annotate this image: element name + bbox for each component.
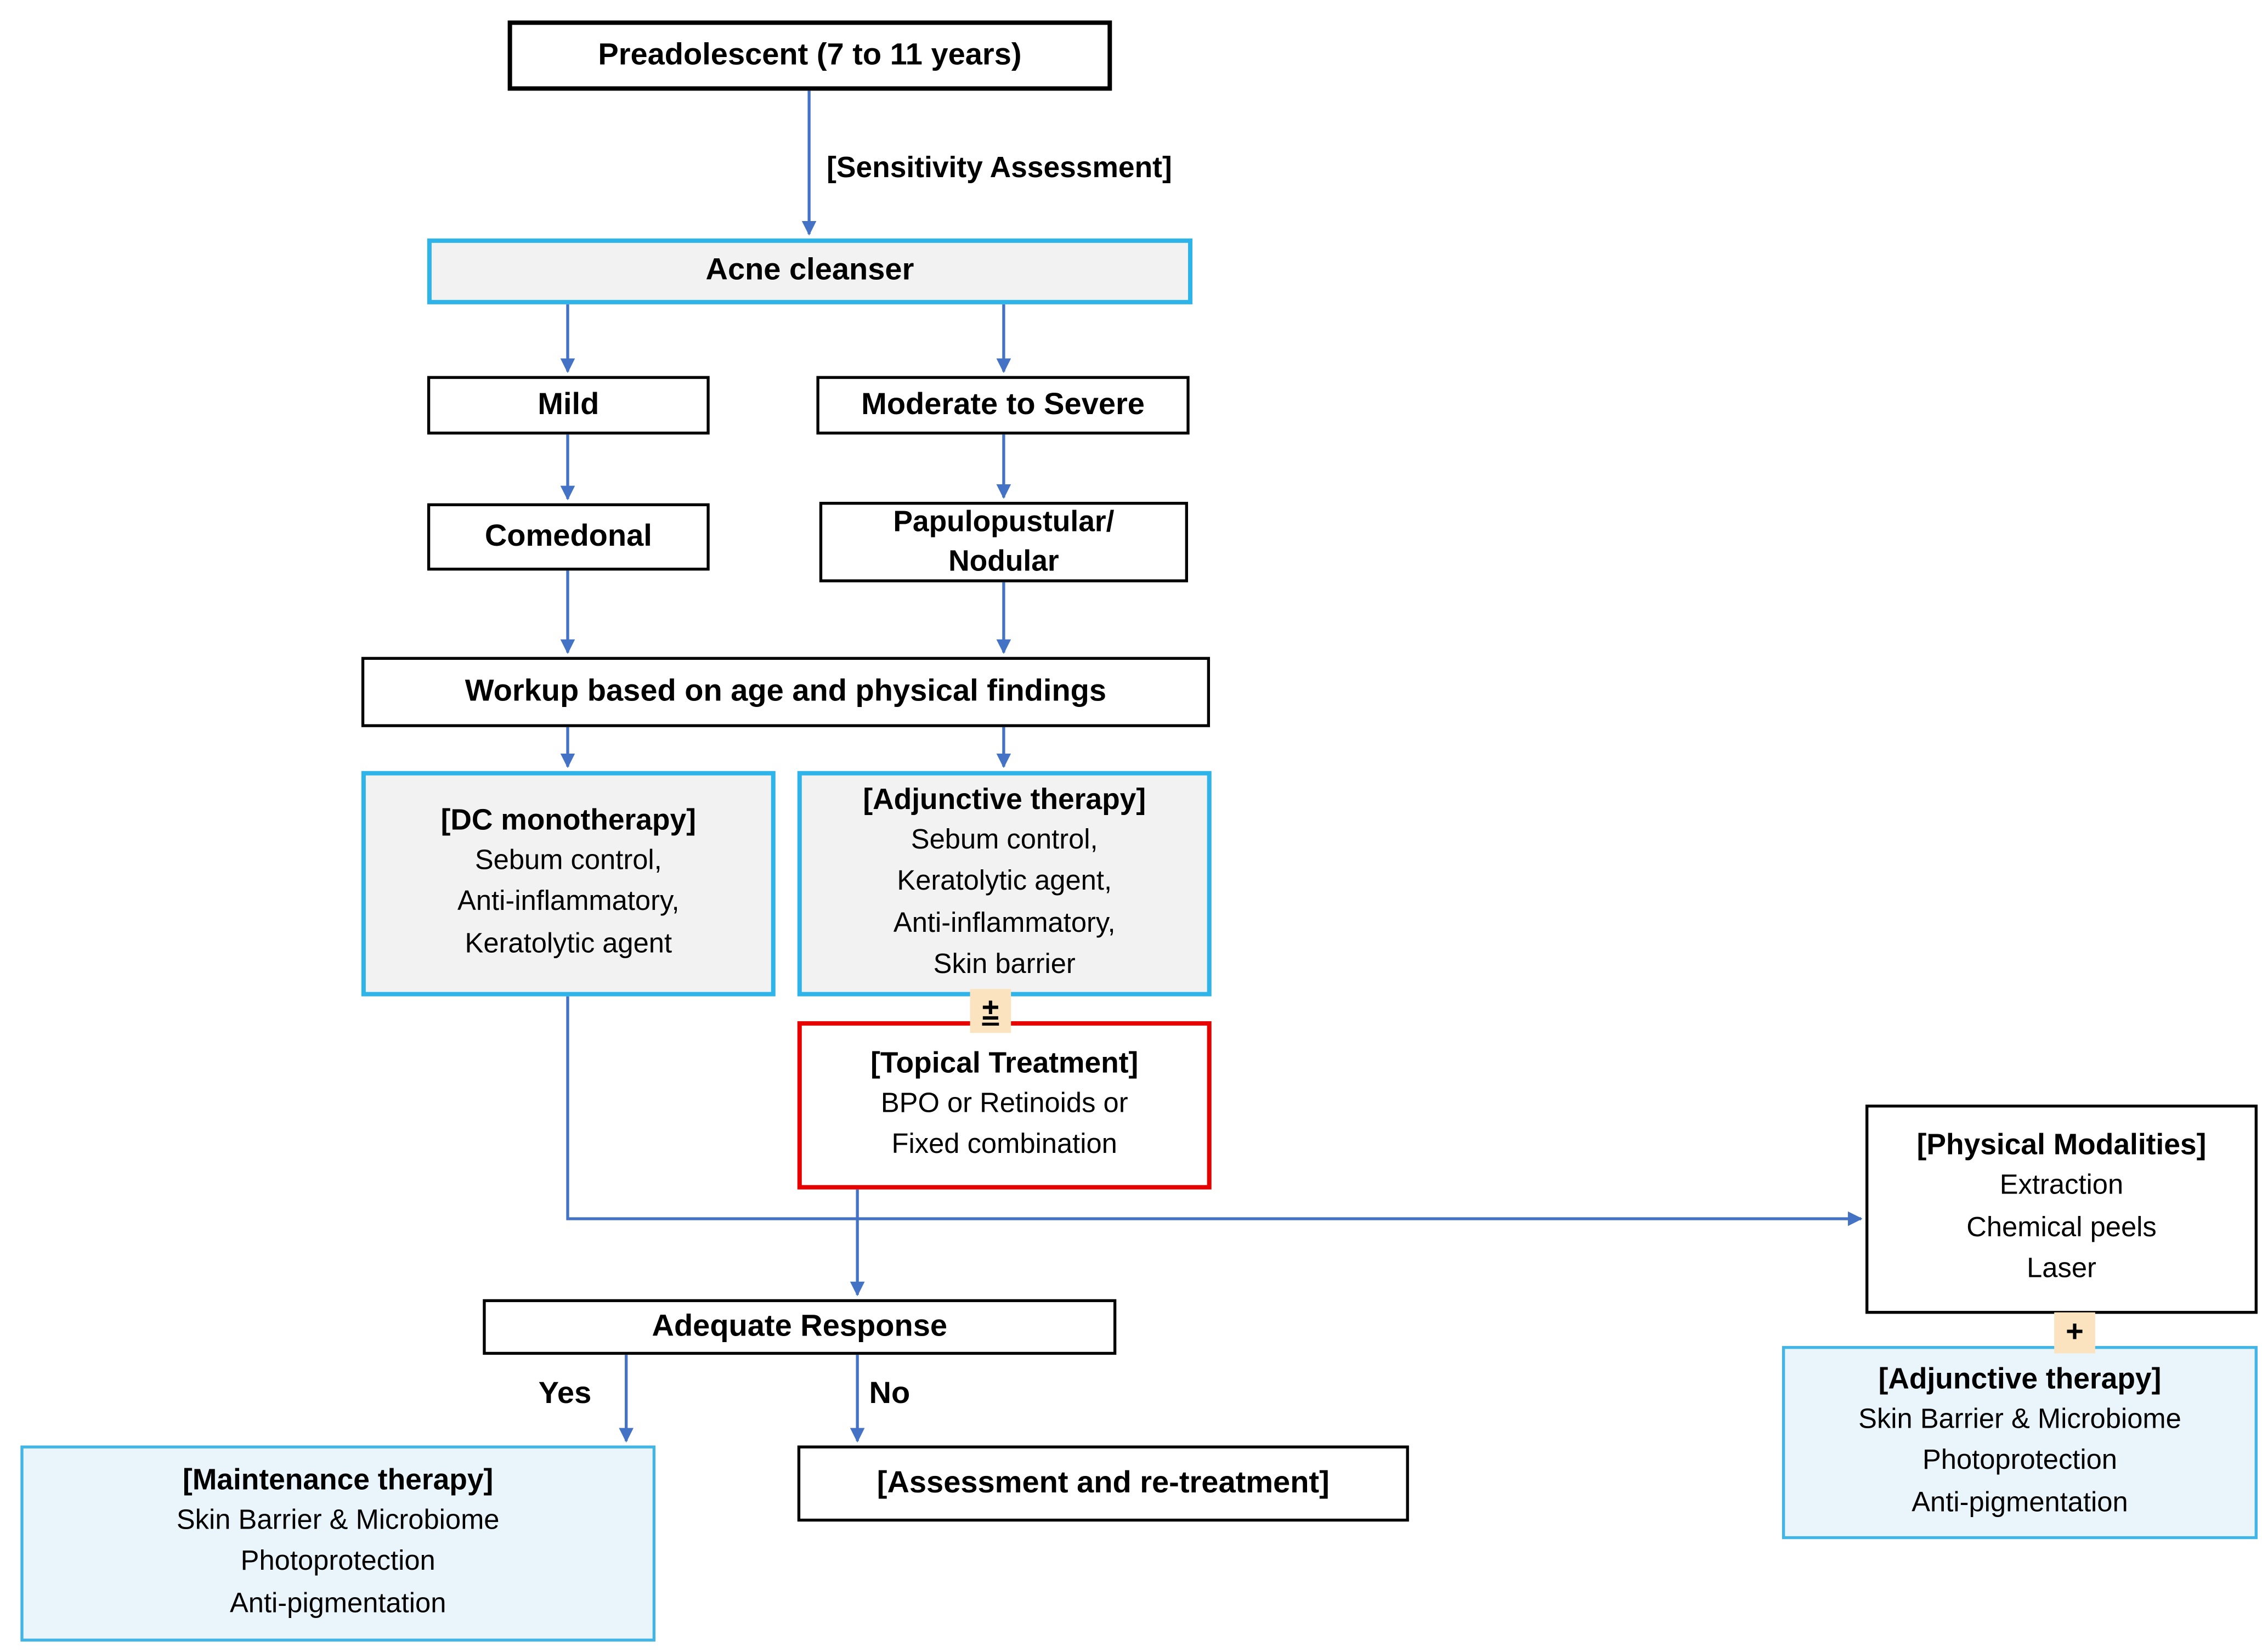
node-workup-label: Workup based on age and physical findings bbox=[465, 674, 1107, 708]
node-topical-treatment bbox=[798, 1021, 1212, 1190]
node-maintenance-therapy bbox=[20, 1445, 655, 1641]
node-assessment-retreatment bbox=[798, 1445, 1409, 1521]
node-maintenance-title: [Maintenance therapy] bbox=[183, 1464, 494, 1497]
node-dc-monotherapy-line2: Anti-inflammatory, bbox=[457, 887, 680, 918]
node-physical-line3: Laser bbox=[2027, 1254, 2096, 1285]
node-assessment-label: [Assessment and re-treatment] bbox=[876, 1466, 1330, 1500]
plus-minus-badge: ± bbox=[970, 989, 1011, 1033]
node-adjunctive-mid-line2: Keratolytic agent, bbox=[897, 866, 1112, 897]
node-adjunctive-therapy-right bbox=[1782, 1346, 2258, 1539]
node-mild-label: Mild bbox=[538, 387, 600, 421]
node-dc-monotherapy bbox=[361, 771, 776, 997]
node-adjunctive-mid-line3: Anti-inflammatory, bbox=[893, 908, 1116, 939]
node-adjunctive-mid-title: [Adjunctive therapy] bbox=[863, 783, 1146, 816]
node-preadolescent bbox=[508, 20, 1112, 90]
node-dc-monotherapy-title: [DC monotherapy] bbox=[440, 804, 696, 837]
node-preadolescent-label: Preadolescent (7 to 11 years) bbox=[598, 38, 1022, 72]
node-mild bbox=[427, 376, 710, 435]
node-adjunctive-mid-line4: Skin barrier bbox=[933, 949, 1076, 981]
sensitivity-assessment-label: [Sensitivity Assessment] bbox=[827, 152, 1172, 185]
node-moderate-to-severe-label: Moderate to Severe bbox=[861, 387, 1145, 421]
node-adjunctive-therapy-mid bbox=[798, 771, 1212, 997]
node-adjunctive-right-line3: Anti-pigmentation bbox=[1912, 1487, 2128, 1519]
yes-branch-label: Yes bbox=[538, 1377, 592, 1411]
node-dc-monotherapy-line3: Keratolytic agent bbox=[465, 929, 672, 960]
node-adjunctive-right-line2: Photoprotection bbox=[1922, 1446, 2117, 1477]
node-workup bbox=[361, 657, 1210, 727]
node-papulopustular-line1: Papulopustular/ bbox=[893, 505, 1115, 538]
node-maintenance-line3: Anti-pigmentation bbox=[229, 1588, 446, 1620]
node-papulopustular-nodular bbox=[819, 502, 1188, 582]
node-adjunctive-right-line1: Skin Barrier & Microbiome bbox=[1858, 1404, 2181, 1435]
node-topical-title: [Topical Treatment] bbox=[870, 1046, 1139, 1079]
node-acne-cleanser-label: Acne cleanser bbox=[705, 253, 914, 287]
node-maintenance-line1: Skin Barrier & Microbiome bbox=[176, 1505, 500, 1536]
node-comedonal-label: Comedonal bbox=[484, 519, 652, 553]
arrow-dc-to-physical-modalities bbox=[568, 997, 1861, 1219]
node-moderate-to-severe bbox=[816, 376, 1189, 435]
node-dc-monotherapy-line1: Sebum control, bbox=[474, 845, 662, 876]
no-branch-label: No bbox=[869, 1377, 911, 1411]
node-physical-line1: Extraction bbox=[1999, 1170, 2124, 1202]
node-physical-title: [Physical Modalities] bbox=[1916, 1129, 2207, 1162]
node-papulopustular-line2: Nodular bbox=[948, 545, 1059, 578]
node-comedonal bbox=[427, 503, 710, 571]
node-adequate-response bbox=[483, 1299, 1116, 1355]
node-acne-cleanser bbox=[427, 239, 1192, 304]
node-maintenance-line2: Photoprotection bbox=[240, 1547, 436, 1578]
plus-badge: + bbox=[2054, 1312, 2095, 1354]
node-physical-line2: Chemical peels bbox=[1966, 1212, 2157, 1243]
node-topical-line2: Fixed combination bbox=[891, 1129, 1117, 1161]
node-topical-line1: BPO or Retinoids or bbox=[880, 1088, 1128, 1119]
node-adequate-response-label: Adequate Response bbox=[652, 1309, 948, 1343]
node-adjunctive-mid-line1: Sebum control, bbox=[911, 824, 1098, 856]
node-adjunctive-right-title: [Adjunctive therapy] bbox=[1878, 1363, 2162, 1396]
node-physical-modalities bbox=[1865, 1105, 2258, 1314]
